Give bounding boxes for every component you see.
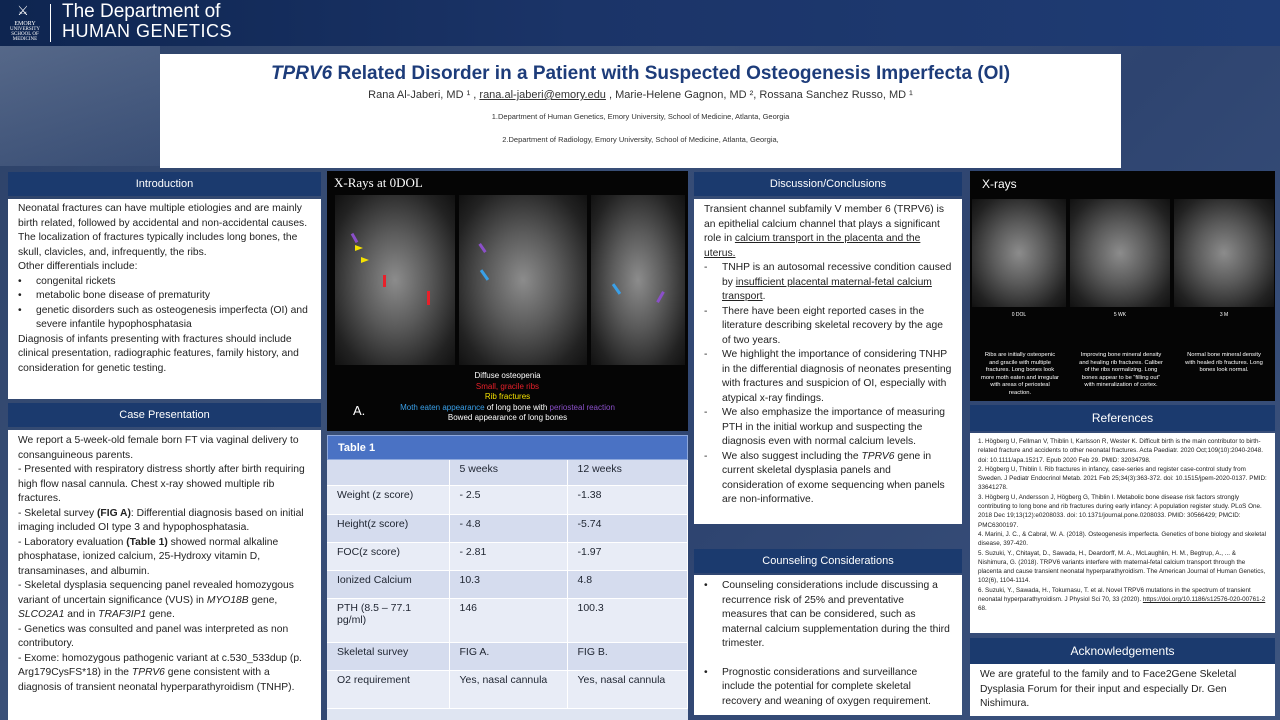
list-item: • congenital rickets [18,275,116,287]
list-item: - There have been eight reported cases in the literature describing skeletal recovery by the age of two years. [704,305,943,346]
dept-name-line1: The Department of [62,1,221,22]
poster-title-box [160,54,1121,168]
reference-2: 2. Högberg U, Thiblin I. Rib fractures in infancy, case-series and register case-control study from Sweden. J Pediatr Endocrinol Metab. 2021 Feb 25;34(3):363-372. doi: 10.1515/jpem-2020-0137. PMID: 33641278. [978,465,1267,492]
purple-arrow-icon [478,243,486,253]
list-item: - We also suggest including the TPRV6 gene in current skeletal dysplasia panels and consideration of exome sequencing when panels are non-informative. [704,450,945,505]
counseling-panel [694,575,962,715]
case-line-7: - Exome: homozygous pathogenic variant at c.530_533dup (p. Arg179CysFS*18) in the TPRV6 gene consistent with a diagnosis of transient neonatal hyperparathyroidism (TNHP). [18,652,302,693]
xray-a-legend [327,371,688,424]
reference-5: 5. Suzuki, Y., Chitayat, D., Sawada, H., Deardorff, M. A., McLaughlin, H. M., Begtrup, A., ... & Nishimura, G. (2018). TRPV6 variants interfere with maternal-fetal calcium transport through the placenta and cause transient neonatal hyperparathyroidism. The American Journal of Human Genetics, 102(6), 1104-1114. [978,549,1266,585]
caption-0dol: Ribs are initially osteopenic and gracile with multiple fractures. Long bones look more moth eaten and irregular with areas of periosteal reaction. [981,352,1059,396]
logo-emory: EMORY [14,21,36,27]
case-line-1: We report a 5-week-old female born FT via vaginal delivery to consanguineous parents. [18,435,299,461]
legend-gracile-ribs: Small, gracile ribs [475,381,540,391]
case-line-5: - Skeletal dysplasia sequencing panel revealed homozygous variant of uncertain significance (VUS) in MYO18B gene, SLCO2A1 and in TRAF3IP1 gene. [18,580,294,620]
purple-arrow-icon [656,291,665,303]
introduction-header: Introduction [8,172,321,196]
column-header-12-weeks: 12 weeks [567,460,688,485]
intro-differentials-list [18,275,311,333]
emory-logo-text [5,22,45,42]
authors-first: Rana Al-Jaberi, MD ¹ , [368,89,480,101]
table-row: PTH (8.5 – 77.1 pg/ml) 146 100.3 [327,598,688,642]
title-rest: Related Disorder in a Patient with Suspected Osteogenesis Imperfecta (OI) [332,63,1011,84]
dept-name-line2: HUMAN GENETICS [62,21,233,41]
reference-6: 6. Suzuki, Y., Sawada, H., Tokumasu, T. et al. Novel TRPV6 mutations in the spectrum of transient neonatal hyperparathyroidism. J Physiol Sci 70, 33 (2020). https://doi.org/10.1186/s12576-020-00761-2 68. [978,586,1266,613]
label-5wk: 5 WK [1113,312,1127,318]
emory-shield-icon: ⚔ [17,4,29,19]
doi-link[interactable]: https://doi.org/10.1186/s12576-020-00761-2 [1142,596,1266,604]
yellow-arrow-icon [361,257,369,263]
acknowledgements-panel [970,664,1275,716]
references-header: References [970,405,1275,431]
xray-a-header: X-Rays at 0DOL [334,175,423,190]
red-arrow-icon [427,291,430,305]
case-presentation-panel [8,430,321,720]
introduction-panel [8,199,321,399]
reference-1: 1. Högberg U, Fellman V, Thiblin I, Karlsson R, Wester K. Difficult birth is the main contributor to birth-related fracture and accidents to other neonatal fractures. Acta Paediatr. 2020 Oct;109(10):2040-2048. doi: 10.1111/apa.15217. Epub 2020 Feb 29. PMID: 32034798. [978,438,1263,464]
legend-moth-eaten: Moth eaten appearance of long bone with periosteal reaction [400,402,615,412]
xray-b-header: X-rays [982,177,1017,191]
xray-limbs-image [459,195,587,365]
counseling-list [704,579,952,709]
table-row: FOC(z score) - 2.81 -1.97 [327,542,688,570]
yellow-arrow-icon [355,245,363,251]
department-banner [0,0,1280,46]
purple-arrow-icon [351,233,359,243]
reference-3: 3. Högberg U, Andersson J, Högberg G, Thiblin I. Metabolic bone disease risk factors strongly contributing to long bone and rib fractures during early infancy: A population register study. PLoS One. 2018 Dec 19;13(12):e0208033. doi: 10.1371/journal.pone.0208033. PMID: 30566429; PMCID: PMC6300197. [978,493,1262,529]
xray-5wk-image [1070,199,1170,307]
lab-values-table [327,460,688,709]
counseling-header: Counseling Considerations [694,549,962,573]
affiliation-2: 2.Department of Radiology, Emory University, School of Medicine, Atlanta, Georgia, [502,135,779,144]
authors-rest: , Marie-Helene Gagnon, MD ², Rossana Sanchez Russo, MD ¹ [605,89,913,101]
list-item: • Prognostic considerations and surveillance include the potential for complete skeletal recovery and weaning of oxygen requirement. [704,666,931,707]
acknowledgements-header: Acknowledgements [970,638,1275,664]
list-item: • metabolic bone disease of prematurity [18,290,210,301]
table-row: Height(z score) - 4.8 -5.74 [327,514,688,542]
case-line-4: - Laboratory evaluation (Table 1) showed normal alkaline phosphatase, ionized calcium, 25-Hydroxy vitamin D, transaminases, and albumin. [18,536,279,577]
table-header-row [327,460,688,485]
acknowledgements-text: We are grateful to the family and to Face2Gene Skeletal Dysplasia Forum for their input and especially Dr. Gen Nishimura. [980,669,1237,709]
list-item: - We also emphasize the importance of measuring PTH in the initial workup and suspecting the diagnosis even with normal calcium levels. [704,407,946,447]
affiliation-1: 1.Department of Human Genetics, Emory University, School of Medicine, Atlanta, Georgia [491,112,790,121]
email-link[interactable]: rana.al-jaberi@emory.edu [479,89,606,101]
xray-3m-image [1174,199,1274,307]
authors [160,89,1121,101]
caption-3m: Normal bone mineral density with healed rib fractures. Long bones look normal. [1185,352,1263,373]
legend-rib-fractures: Rib fractures [484,392,531,401]
blue-arrow-icon [480,269,489,281]
blue-arrow-icon [612,283,621,295]
table-1 [327,435,688,720]
xray-figure-a [327,171,688,431]
legend-bowed-bones: Bowed appearance of long bones [447,413,568,422]
xray-leg-image [591,195,685,365]
list-item: • Counseling considerations include discussing a recurrence risk of 25% and preventative measures that can be considered, such as maternal calcium supplementation during the third trimester. [704,580,950,649]
intro-paragraph-1: Neonatal fractures can have multiple etiologies and are mainly birth related, followed by accidental and non-accidental causes. [18,203,308,229]
references-panel [970,433,1275,633]
table-row: O2 requirement Yes, nasal cannula Yes, nasal cannula [327,670,688,708]
list-item: • genetic disorders such as osteogenesis imperfecta (OI) and severe infantile hypophosphatasia [18,304,308,330]
case-line-6: - Genetics was consulted and panel was interpreted as non contributory. [18,623,289,649]
case-line-3: - Skeletal survey (FIG A): Differential diagnosis based on initial imaging included OI type 3 and hypophosphatasia. [18,507,304,533]
reference-4: 4. Marini, J. C., & Cabral, W. A. (2018). Osteogenesis imperfecta. Genetics of bone biology and skeletal disease, 397-420. [978,530,1267,548]
intro-paragraph-2: The localization of fractures typically includes long bones, the skull, clavicles, and, infrequently, the ribs. [18,232,298,258]
xray-figure-b [970,171,1275,401]
poster-title [160,63,1121,85]
table-row: Weight (z score) - 2.5 -1.38 [327,485,688,514]
xray-0dol-image [972,199,1066,307]
legend-osteopenia: Diffuse osteopenia [474,371,541,380]
table-row: Ionized Calcium 10.3 4.8 [327,570,688,598]
figure-a-label: A. [353,403,366,418]
intro-paragraph-4: Diagnosis of infants presenting with fractures should include clinical presentation, radiographic features, family history, and consideration for genetic testing. [18,333,299,374]
caption-5wk: Improving bone mineral density and healing rib fractures. Caliber of the ribs normalizing. Long bones appear to be “filling out” with mineralization of cortex. [1079,352,1163,388]
label-0dol: 0 DOL [1011,312,1027,318]
label-3m: 3 M [1219,312,1229,318]
xray-chest-image [335,195,455,365]
discussion-intro: Transient channel subfamily V member 6 (TRPV6) is an epithelial calcium channel that plays a significant role in calcium transport in the placenta and the uterus. [704,204,944,259]
case-presentation-header: Case Presentation [8,403,321,427]
title-gene: TPRV6 [270,63,333,84]
list-item: - We highlight the importance of considering TNHP in the differential diagnosis of neonates presenting with fractures and suspicion of OI, especially with atypical x-ray findings. [704,349,952,404]
list-item: - TNHP is an autosomal recessive condition caused by insufficient placental maternal-fetal calcium transport. [704,262,952,302]
table-title: Table 1 [327,435,688,460]
logo-divider [50,4,51,42]
table-row: Skeletal survey FIG A. FIG B. [327,642,688,670]
discussion-list [704,261,952,508]
background-dna-graphic [0,46,160,166]
red-arrow-icon [383,275,386,287]
intro-paragraph-3: Other differentials include: [18,261,138,272]
discussion-panel [694,199,962,524]
case-line-2: - Presented with respiratory distress shortly after birth requiring high flow nasal cannula. Chest x-ray showed multiple rib fractures. [18,464,305,504]
column-header-5-weeks: 5 weeks [449,460,567,485]
discussion-header: Discussion/Conclusions [694,172,962,196]
logo-school: UNIVERSITY SCHOOL OF MEDICINE [10,27,40,42]
